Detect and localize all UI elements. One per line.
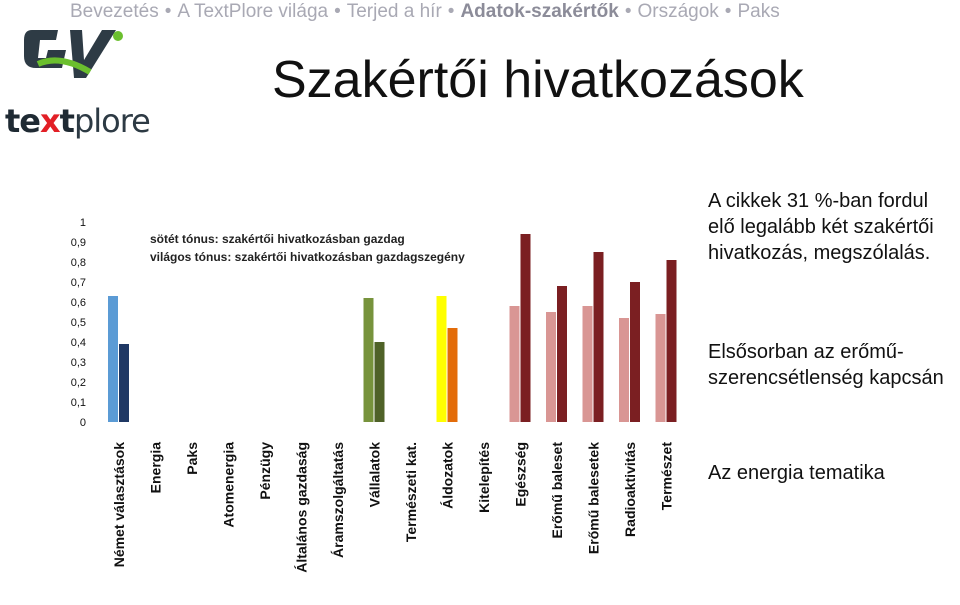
page-title: Szakértői hivatkozások — [272, 51, 804, 109]
category-label: Kitelepítés — [476, 442, 492, 513]
nav-item-adatok-szakertok[interactable]: Adatok-szakértők — [460, 1, 619, 22]
bar — [667, 260, 677, 422]
bar — [108, 296, 118, 422]
category-label: Áldozatok — [439, 442, 456, 509]
nav-item-bevezetes[interactable]: Bevezetés — [70, 1, 159, 22]
category-label: Áramszolgáltatás — [330, 442, 346, 558]
y-tick-label: 0,8 — [70, 257, 86, 269]
chart-annotation: világos tónus: szakértői hivatkozásban gazdagszegény — [150, 250, 465, 264]
bar — [510, 306, 520, 422]
nav-item-textplore-vilaga[interactable]: A TextPlore világa — [177, 1, 329, 22]
y-tick-label: 0 — [79, 417, 86, 429]
bar — [119, 344, 129, 422]
nav-item-orszagok[interactable]: Országok — [637, 1, 719, 22]
textplore-logo: textplore — [5, 102, 150, 140]
category-label: Erőmű baleset — [549, 442, 565, 539]
y-tick-label: 1 — [79, 217, 86, 229]
bar — [521, 234, 531, 422]
y-tick-label: 0,6 — [70, 297, 86, 309]
y-tick-label: 0,2 — [70, 377, 86, 389]
bar — [583, 306, 593, 422]
bar — [546, 312, 556, 422]
bar — [375, 342, 385, 422]
bar — [656, 314, 666, 422]
category-label: Energia — [147, 442, 164, 494]
bar — [619, 318, 629, 422]
category-label: Természet — [658, 442, 675, 511]
nav-item-terjed-a-hir[interactable]: Terjed a hír — [346, 1, 442, 22]
nav-item-paks[interactable]: Paks — [737, 1, 780, 22]
y-tick-label: 0,1 — [70, 397, 86, 409]
bar — [437, 296, 447, 422]
category-label: Paks — [184, 442, 200, 475]
side-paragraph-1: A cikkek 31 %-ban fordul elő legalább két szakértői hivatkozás, megszólalás. — [708, 190, 934, 264]
bar — [364, 298, 374, 422]
category-label: Atomenergia — [220, 442, 237, 528]
bar — [448, 328, 458, 422]
nav-separator: • — [624, 1, 632, 22]
bar — [630, 282, 640, 422]
nav-separator: • — [447, 1, 455, 22]
category-label: Egészség — [512, 442, 529, 507]
bar — [594, 252, 604, 422]
nav-separator: • — [334, 1, 341, 22]
nav-separator: • — [164, 1, 172, 22]
category-label: Általános gazdaság — [293, 442, 310, 573]
category-label: Erőmű balesetek — [585, 442, 602, 555]
bar — [557, 286, 567, 422]
nav-separator: • — [724, 1, 732, 22]
bar-chart — [0, 200, 700, 605]
y-tick-label: 0,3 — [70, 357, 86, 369]
y-tick-label: 0,9 — [70, 237, 86, 249]
category-label: Radioaktivitás — [622, 442, 638, 537]
category-label: Pénzügy — [257, 442, 273, 500]
y-tick-label: 0,5 — [70, 317, 86, 329]
category-label: Vállalatok — [366, 442, 383, 508]
chart-annotation: sötét tónus: szakértői hivatkozásban gazdag — [150, 232, 405, 246]
side-paragraph-3: Az energia tematika — [708, 462, 885, 484]
side-paragraph-2: Elsősorban az erőmű-szerencsétlenség kapcsán — [708, 341, 944, 389]
breadcrumb-nav — [70, 1, 780, 23]
y-tick-label: 0,7 — [70, 277, 86, 289]
y-tick-label: 0,4 — [70, 337, 86, 349]
category-label: Természeti kat. — [403, 442, 419, 543]
gv-logo — [20, 24, 130, 84]
category-label: Német választások — [111, 442, 127, 568]
